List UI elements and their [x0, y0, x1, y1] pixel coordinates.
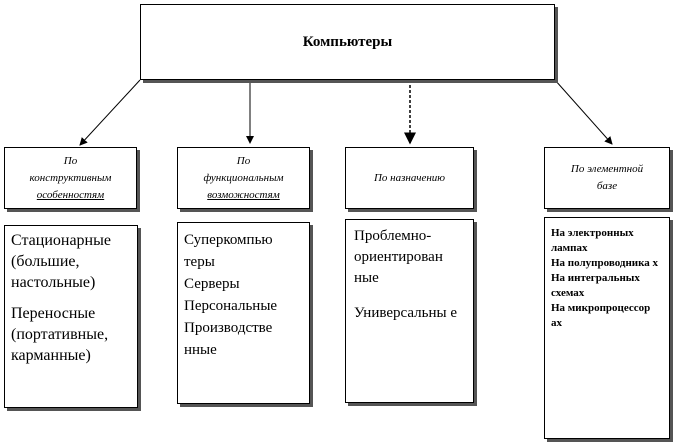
list-item: Персональные — [184, 298, 278, 314]
category-header-element-base: По элементной базе — [544, 147, 670, 209]
list-item: Универсальны е — [354, 305, 457, 321]
list-item: Производстве нные — [184, 320, 273, 358]
root-title: Компьютеры — [302, 33, 393, 50]
category-header-purpose: По назначению — [345, 147, 474, 209]
arrow-to-element-base — [555, 80, 612, 144]
category-header-construction: По конструктивным особенностям — [4, 147, 137, 209]
list-item: На микропроцессор ах — [551, 302, 651, 329]
list-item: На электронных лампах — [551, 227, 634, 254]
category-items-purpose — [345, 219, 474, 403]
category-items-functional — [177, 222, 310, 404]
category-items-element-base — [544, 217, 670, 439]
list-item: Серверы — [184, 276, 240, 292]
list-item: Переносные (портативные, карманные) — [11, 305, 109, 364]
category-header-functional: По функциональным возможностям — [177, 147, 310, 209]
root-node — [140, 4, 555, 80]
arrow-to-construction — [80, 80, 140, 145]
list-item: На интегральных схемах — [551, 272, 640, 299]
list-item: Проблемно-ориентирован ные — [354, 228, 443, 286]
list-item: Стационарные (большие, настольные) — [11, 232, 111, 291]
list-item: На полупроводника х — [551, 257, 659, 269]
category-items-construction — [4, 225, 138, 408]
list-item: Суперкомпью теры — [184, 232, 273, 270]
